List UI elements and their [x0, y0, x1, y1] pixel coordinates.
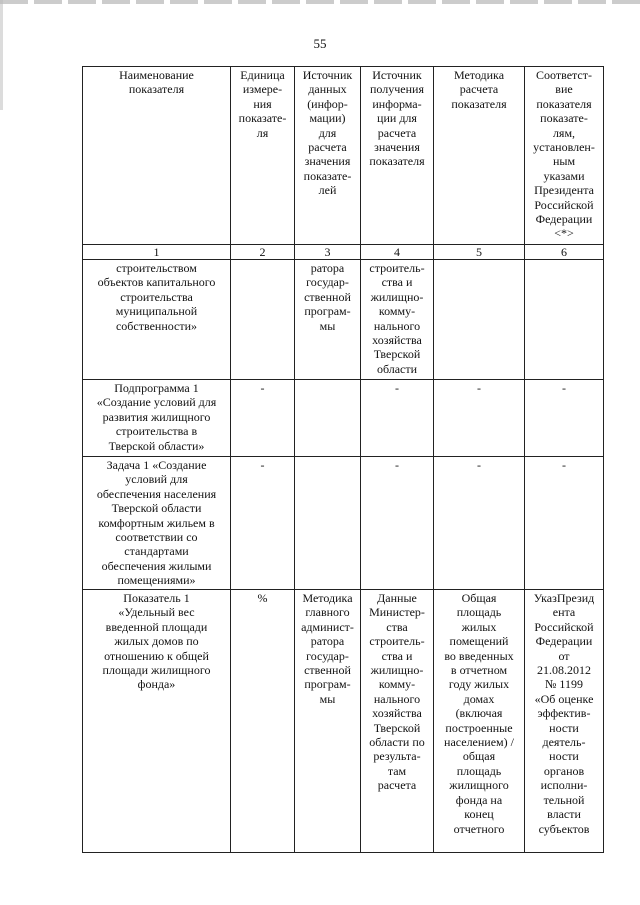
table-cell: Методика главного админист- ратора государ- ственной програм- мы	[295, 590, 361, 853]
table-cell: -	[525, 457, 604, 590]
column-number: 1	[83, 245, 231, 260]
table-cell: строитель- ства и жилищно- комму- нального хозяйства Тверской области	[361, 260, 434, 380]
column-number: 2	[231, 245, 295, 260]
table-header-row	[83, 67, 604, 245]
column-number: 4	[361, 245, 434, 260]
indicators-table	[82, 66, 604, 853]
table-row	[83, 260, 604, 380]
table-cell	[525, 260, 604, 380]
table-cell: -	[361, 380, 434, 457]
table-cell: Показатель 1 «Удельный вес введенной площади жилых домов по отношению к общей площади жилищного фонда»	[83, 590, 231, 853]
table-cell: Задача 1 «Создание условий для обеспечения населения Тверской области комфортным жильем в соответствии со стандартами обеспечения жилыми помещениями»	[83, 457, 231, 590]
table-cell	[434, 260, 525, 380]
scan-edge-artifact	[0, 0, 640, 4]
table-cell: строительством объектов капитального строительства муниципальной собственности»	[83, 260, 231, 380]
table-row	[83, 457, 604, 590]
table-cell: -	[231, 380, 295, 457]
table-cell: -	[434, 380, 525, 457]
table-row	[83, 380, 604, 457]
header-cell-data-source: Источник данных (инфор- мации) для расчета значения показате- лей	[295, 67, 361, 245]
column-number: 6	[525, 245, 604, 260]
table-cell: -	[361, 457, 434, 590]
table-cell: -	[525, 380, 604, 457]
header-cell-compliance: Соответст- вие показателя показате- лям, установлен- ным указами Президента Российской Федерации <*>	[525, 67, 604, 245]
table-row	[83, 590, 604, 853]
table-cell: Подпрограмма 1 «Создание условий для развития жилищного строительства в Тверской области»	[83, 380, 231, 457]
scan-side-artifact	[0, 0, 3, 110]
table-cell	[295, 380, 361, 457]
column-number: 5	[434, 245, 525, 260]
column-number: 3	[295, 245, 361, 260]
header-cell-method: Методика расчета показателя	[434, 67, 525, 245]
table-cell: %	[231, 590, 295, 853]
header-cell-info-source: Источник получения информа- ции для расчета значения показателя	[361, 67, 434, 245]
page-number: 55	[313, 36, 327, 51]
table-cell	[295, 457, 361, 590]
table-cell: ратора государ- ственной програм- мы	[295, 260, 361, 380]
table-cell: -	[231, 457, 295, 590]
header-cell-unit: Единица измере- ния показате- ля	[231, 67, 295, 245]
column-number-row	[83, 245, 604, 260]
table-cell	[231, 260, 295, 380]
table-cell: Общая площадь жилых помещений во введенных в отчетном году жилых домах (включая построенные населением) / общая площадь жилищного фонда на конец отчетного	[434, 590, 525, 853]
table-cell: -	[434, 457, 525, 590]
table-cell: Данные Министер- ства строитель- ства и жилищно- комму- нального хозяйства Тверской области по результа- там расчета	[361, 590, 434, 853]
header-cell-name: Наименование показателя	[83, 67, 231, 245]
table-cell: УказПрезид ента Российской Федерации от 21.08.2012 № 1199 «Об оценке эффектив- ности деятель- ности органов исполни- тельной власти субъектов	[525, 590, 604, 853]
